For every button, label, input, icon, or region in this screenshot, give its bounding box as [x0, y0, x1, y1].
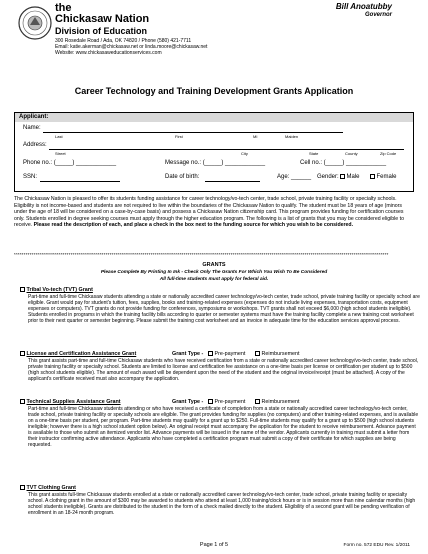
- intro-text: The Chickasaw Nation is pleased to offer its students funding assistance for career technology/vo-tech center, trade school, private training facility or specialty schools. Eligibility is not income-based and students are not required to live within the boundaries of the Chickasaw Nation to qualify. The student must be 18 years of age (minors under the age of 18 will be considered on a case-by-case basis) and possess a Chickasaw Nation citizenship card. This program provides funding for certification courses only. Students enrolled in degree seeking courses must apply through the higher education program. The following is a list of grants that you may be considered eligible to receive.: [14, 196, 404, 228]
- checkbox-icon[interactable]: [340, 174, 345, 179]
- checkbox-icon[interactable]: [20, 351, 25, 356]
- checkbox-icon[interactable]: [255, 351, 260, 356]
- address-sub-zip: Zip Code: [380, 151, 397, 156]
- dob-field[interactable]: [205, 181, 260, 182]
- address-sub-state: State: [309, 151, 319, 156]
- checkbox-icon[interactable]: [208, 351, 213, 356]
- org-website: Website: www.chickasaweducationservices.com: [55, 50, 162, 56]
- grant-tvt-description: Part-time and full-time Chickasaw students attending a state or nationally accredited career technology/vo-tech center, trade school, private training facility or specialty school are eligible. Grant would pay for student's tuition, fees, supplies, books and training-related expenses (expenses do not include living expenses, transportation costs, equipment expenses or computers). TVT grants do not provide funding for conferences, symposiums or workshops. TVT grants shall not exceed $6,000 (high school students ineligible). Students enrolled in programs in which the training facility bills according to quarter or semester systems must have the training facility complete a new training cost worksheet prior to their next quarter or semester beginning. Please submit the training cost worksheet and an invoice in adequate time for the education services approval process.: [28, 294, 420, 325]
- separator: ************************************************************************************************************************************************************************************************: [14, 252, 389, 257]
- checkbox-icon[interactable]: [255, 399, 260, 404]
- grant-clothing-description: This grant assists full-time Chickasaw students enrolled at a state or nationally accredited career technology/vo-tech center, trade school, private training facility or specialty school. A clothing grant in the amount of $300 may be awarded to students who attend at least 1,000 training/clock hours or is in session more than nine calendar months (high school students ineligible). Grants are distributed to the student in the form of a check mailed directly to the student. Eligibility of a second grant will be pending verification of enrollment in an 18-24 month program.: [28, 492, 416, 517]
- page-number: Page 1 of 5: [199, 542, 229, 548]
- name-sub-last: Last: [55, 134, 63, 139]
- intro-paragraph: [14, 196, 414, 229]
- grant-license-option[interactable]: [20, 351, 136, 357]
- form-number: Form no. 572 EDU Rev. 1/2011: [343, 543, 410, 548]
- applicant-header: Applicant:: [15, 113, 413, 122]
- governor-title: Governor: [364, 12, 392, 18]
- dob-label: Date of birth:: [165, 174, 200, 180]
- grants-subtitle: Please Complete By Printing In Ink - Check Only The Grants For Which You Wish To Be Considered: [100, 270, 328, 275]
- grant-license-prepayment-option[interactable]: [208, 351, 245, 357]
- address-field[interactable]: [49, 149, 404, 150]
- grant-supplies-reimbursement-option[interactable]: [255, 399, 300, 405]
- grants-title: GRANTS: [202, 262, 226, 268]
- chickasaw-seal-logo: [18, 6, 52, 40]
- governor-name: Bill Anoatubby: [335, 2, 392, 11]
- grant-license-reimbursement-option[interactable]: [255, 351, 300, 357]
- grant-tvt-option[interactable]: [20, 287, 93, 293]
- gender-female-option[interactable]: [370, 174, 397, 180]
- ssn-field[interactable]: [40, 181, 120, 182]
- applicant-section: [14, 112, 414, 192]
- grant-supplies-title: Technical Supplies Assistance Grant: [26, 399, 121, 405]
- gender-male-label: Male: [346, 174, 360, 180]
- org-name: Chickasaw Nation: [55, 13, 150, 25]
- reimbursement-label: Reimbursement: [261, 399, 300, 405]
- address-label: Address:: [23, 142, 47, 148]
- checkbox-icon[interactable]: [370, 174, 375, 179]
- gender-male-option[interactable]: [340, 174, 360, 180]
- name-sub-mi: MI: [253, 134, 258, 139]
- org-email: Email: katie.akerman@chickasaw.net or linda.moore@chickasaw.net: [55, 44, 208, 50]
- checkbox-icon[interactable]: [208, 399, 213, 404]
- org-division: Division of Education: [55, 26, 148, 36]
- name-label: Name:: [23, 125, 41, 131]
- gender-female-label: Female: [376, 174, 397, 180]
- ssn-label: SSN:: [23, 174, 38, 180]
- reimbursement-label: Reimbursement: [261, 351, 300, 357]
- grant-tvt-title: Tribal Vo-tech (TVT) Grant: [26, 287, 93, 293]
- intro-instruction: Please read the description of each, and place a check in the box next to the funding source for which you wish to be considered.: [33, 222, 354, 228]
- gender-label: Gender:: [317, 174, 339, 180]
- grant-clothing-option[interactable]: [20, 485, 76, 491]
- grants-subtitle-federal: All full-time students must apply for federal aid.: [159, 277, 269, 282]
- grant-supplies-option[interactable]: [20, 399, 121, 405]
- age-field[interactable]: Age: ______: [277, 174, 312, 180]
- org-the: the: [55, 2, 72, 14]
- address-sub-city: City: [241, 151, 248, 156]
- name-sub-maiden: Maiden: [285, 134, 299, 139]
- address-sub-county: County: [345, 151, 358, 156]
- grant-supplies-type-label: Grant Type -: [172, 399, 204, 405]
- address-sub-street: Street: [55, 151, 66, 156]
- org-address: 300 Rosedale Road / Ada, OK 74820 / Phone (580) 421-7711: [55, 38, 192, 44]
- name-sub-first: First: [175, 134, 183, 139]
- phone-field[interactable]: Phone no.: (_____) ____________: [23, 160, 117, 166]
- page-title: Career Technology and Training Development Grants Application: [74, 86, 354, 96]
- grant-license-title: License and Certification Assistance Grant: [26, 351, 137, 357]
- message-field[interactable]: Message no.: (_____) ____________: [165, 160, 266, 166]
- prepayment-label: Pre-payment: [214, 351, 246, 357]
- name-field[interactable]: [43, 132, 343, 133]
- grant-license-description: This grant assists part-time and full-time Chickasaw students who have received certification from a state or nationally accredited career technology/vo-tech center, trade school, private training facility or specialty school. Students are limited to license and certification fee assistance on a one-time basis per license or certification per student up to $500 (high school students eligible). The amount of each award will be dependent upon the need of the student and the original invoice/receipt (must be attached). A copy of the applicant's certificate received must also accompany the application.: [28, 358, 419, 383]
- grant-license-type-label: Grant Type -: [172, 351, 204, 357]
- grant-supplies-description: Part-time and full-time Chickasaw students attending or who have received a certificate of completion from a state or nationally accredited career technology/vo-tech center, trade school, private training facility or specialty schools are eligible. The grant provides funding for supplies (no computers) and other training-related expenses, and is available on a one-time basis per student, per program. Part-time students may qualify for a grant up to $250. Full-time students may qualify for a grant up to $500 (high school students ineligible; however there is a high school student option below). An original receipt must accompany the application for the student to receive reimbursement. Advance payment is available to those who submit an itemized vendor list. Advance payments will be issued in the name of the vendor. Applicants currently in training must submit a letter from their instructor confirming active attendance. Applicants who have completed a certification program must submit a copy of their certificate for which supplies are being requested.: [28, 406, 419, 449]
- prepayment-label: Pre-payment: [214, 399, 246, 405]
- grant-supplies-prepayment-option[interactable]: [208, 399, 245, 405]
- grant-clothing-title: TVT Clothing Grant: [26, 485, 76, 491]
- checkbox-icon[interactable]: [20, 287, 25, 292]
- checkbox-icon[interactable]: [20, 485, 25, 490]
- checkbox-icon[interactable]: [20, 399, 25, 404]
- cell-field[interactable]: Cell no.: (_____) ____________: [300, 160, 387, 166]
